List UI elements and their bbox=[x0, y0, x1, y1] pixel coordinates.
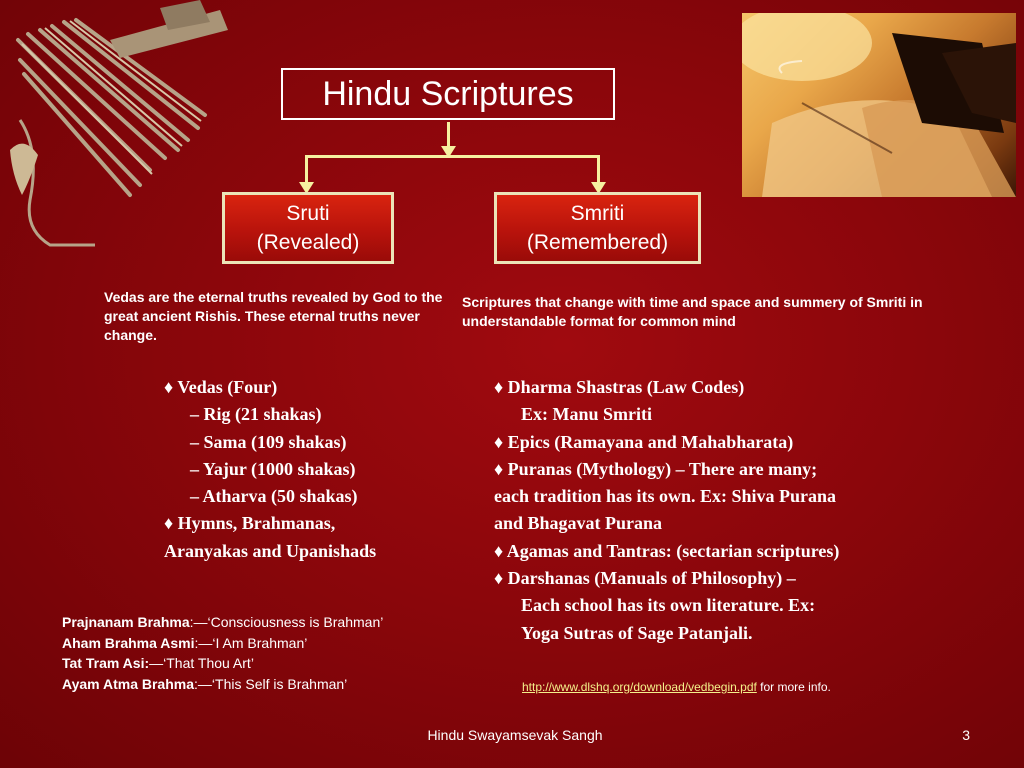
quote-meaning: —‘That Thou Art’ bbox=[149, 655, 254, 671]
list-item: ♦ Epics (Ramayana and Mahabharata) bbox=[494, 431, 794, 452]
quote-meaning: :—‘This Self is Brahman’ bbox=[194, 675, 348, 692]
list-item: – Yajur (1000 shakas) bbox=[190, 458, 356, 479]
quote-line bbox=[62, 653, 482, 674]
list-item: Yoga Sutras of Sage Patanjali. bbox=[521, 622, 753, 643]
list-item: Each school has its own literature. Ex: bbox=[521, 595, 816, 616]
list-item: Aranyakas and Upanishads bbox=[164, 540, 377, 561]
list-item: ♦ Puranas (Mythology) – There are many; bbox=[494, 458, 818, 479]
quote-term: Tat Tram Asi: bbox=[62, 655, 150, 671]
quote-meaning: :—‘Consciousness is Brahman’ bbox=[189, 614, 384, 630]
list-item: – Sama (109 shakas) bbox=[190, 431, 347, 452]
sruti-list bbox=[164, 374, 464, 565]
book-photo-graphic bbox=[742, 13, 1016, 197]
list-item: ♦ Vedas (Four) bbox=[164, 377, 278, 397]
quote-meaning: :—‘I Am Brahman’ bbox=[194, 634, 308, 651]
list-item: each tradition has its own. Ex: Shiva Purana bbox=[494, 486, 837, 507]
whisk-illustration bbox=[0, 0, 240, 260]
quotes-block bbox=[62, 612, 482, 694]
list-item: ♦ Hymns, Brahmanas, bbox=[164, 513, 336, 534]
connector-left-drop bbox=[305, 155, 308, 185]
vedbegin-link[interactable]: http://www.dlshq.org/download/vedbegin.pdf bbox=[522, 680, 757, 694]
quote-line bbox=[62, 612, 482, 633]
more-info-suffix: for more info. bbox=[756, 680, 831, 694]
quote-term: Aham Brahma Asmi bbox=[62, 634, 195, 651]
connector-right-drop bbox=[597, 155, 600, 185]
smriti-description: Scriptures that change with time and space and summery of Smriti in understandable format for common mind bbox=[462, 294, 923, 329]
footer-text: Hindu Swayamsevak Sangh bbox=[427, 727, 603, 743]
sruti-description: Vedas are the eternal truths revealed by God to the great ancient Rishis. These eternal truths never change. bbox=[104, 289, 443, 343]
list-item: Ex: Manu Smriti bbox=[521, 404, 653, 425]
sruti-sublabel: (Revealed) bbox=[256, 231, 360, 254]
smriti-label: Smriti bbox=[570, 202, 625, 225]
sruti-label: Sruti bbox=[286, 202, 330, 225]
more-info-line bbox=[522, 680, 831, 694]
page-number: 3 bbox=[962, 727, 970, 743]
sruti-box bbox=[222, 192, 394, 264]
smriti-list bbox=[494, 374, 994, 647]
list-item: and Bhagavat Purana bbox=[494, 513, 663, 534]
list-item: – Rig (21 shakas) bbox=[190, 404, 322, 425]
title-box: Hindu Scriptures bbox=[281, 68, 615, 120]
smriti-box bbox=[494, 192, 701, 264]
quote-term: Prajnanam Brahma bbox=[62, 614, 190, 630]
list-item: ♦ Dharma Shastras (Law Codes) bbox=[494, 377, 745, 397]
smriti-sublabel: (Remembered) bbox=[526, 231, 669, 254]
list-item: ♦ Agamas and Tantras: (sectarian scriptures) bbox=[494, 540, 840, 561]
quote-term: Ayam Atma Brahma bbox=[62, 675, 195, 692]
quote-line bbox=[62, 633, 482, 654]
arrowhead-top-icon bbox=[441, 146, 456, 158]
quote-line bbox=[62, 674, 482, 695]
list-item: ♦ Darshanas (Manuals of Philosophy) – bbox=[494, 568, 796, 589]
book-photo bbox=[742, 13, 1016, 197]
list-item: – Atharva (50 shakas) bbox=[190, 486, 358, 507]
